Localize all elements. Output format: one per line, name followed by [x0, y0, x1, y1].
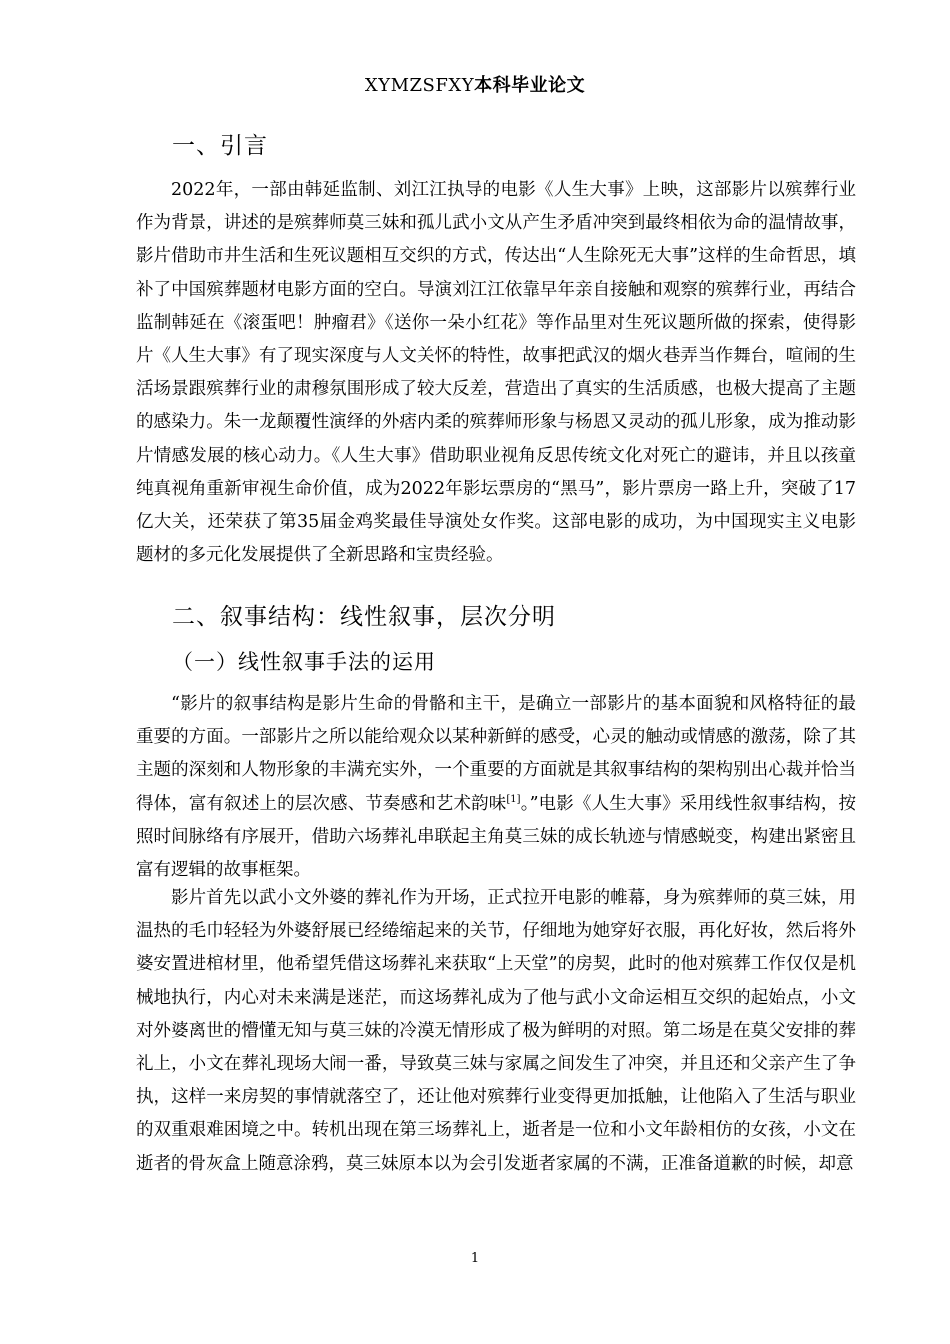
intro-paragraph: 2022年，一部由韩延监制、刘江江执导的电影《人生大事》上映，这部影片以殡葬行业作为背景，讲述的是殡葬师莫三妹和孤儿武小文从产生矛盾冲突到最终相依为命的温情故事，影片借助市井生活和生死议题相互交织的方式，传达出“人生除死无大事”这样的生命哲思，填补了中国殡葬题材电影方面的空白。导演刘江江依靠早年亲自接触和观察的殡葬行业，再结合监制韩延在《滚蛋吧！肿瘤君》《送你一朵小红花》等作品里对生死议题所做的探索，使得影片《人生大事》有了现实深度与人文关怀的特性，故事把武汉的烟火巷弄当作舞台，喧闹的生活场景跟殡葬行业的肃穆氛围形成了较大反差，营造出了真实的生活质感，也极大提高了主题的感染力。朱一龙颠覆性演绎的外痞内柔的殡葬师形象与杨恩又灵动的孤儿形象，成为推动影片情感发展的核心动力。《人生大事》借助职业视角反思传统文化对死亡的避讳，并且以孩童纯真视角重新审视生命价值，成为2022年影坛票房的“黑马”，影片票房一路上升，突破了17亿大关，还荣获了第35届金鸡奖最佳导演处女作奖。这部电影的成功，为中国现实主义电影题材的多元化发展提供了全新思路和宝贵经验。 [136, 180, 856, 566]
funeral-sequence-paragraph: 影片首先以武小文外婆的葬礼作为开场，正式拉开电影的帷幕，身为殡葬师的莫三妹，用温热的毛巾轻轻为外婆舒展已经绻缩起来的关节，仔细地为她穿好衣服，再化好妆，然后将外婆安置进棺材里，他希望凭借这场葬礼来获取“上天堂”的房契，此时的他对殡葬工作仅仅是机械地执行，内心对未来满是迷茫，而这场葬礼成为了他与武小文命运相互交织的起始点，小文对外婆离世的懵懂无知与莫三妹的冷漠无情形成了极为鲜明的对照。第二场是在莫父安排的葬礼上，小文在葬礼现场大闹一番，导致莫三妹与家属之间发生了冲突，并且还和父亲产生了争执，这样一来房契的事情就落空了，还让他对殡葬行业变得更加抵触，让他陷入了生活与职业的双重艰难困境之中。转机出现在第三场葬礼上，逝者是一位和小文年龄相仿的女孩，小文在逝者的骨灰盒上随意涂鸦，莫三妹原本以为会引发逝者家属的不满，正准备道歉的时候，却意 [136, 888, 856, 1174]
page-number: 1 [470, 1251, 480, 1266]
header-code: XYMZSFXY [364, 75, 475, 96]
quote-continuation: 。”电影《人生大事》采用线性叙事结构，按照时间脉络有序展开，借助六场葬礼串联起主角莫三妹的成长轨迹与情感蜕变，构建出紧密且富有逻辑的故事框架。 [136, 793, 857, 881]
footnote-reference[interactable]: [1] [506, 793, 521, 805]
quote-paragraph [136, 688, 856, 887]
linear-narrative-subheading: （一）线性叙事手法的运用 [172, 650, 436, 674]
header-title: 本科毕业论文 [474, 75, 586, 96]
narrative-structure-heading: 二、叙事结构：线性叙事，层次分明 [172, 604, 556, 630]
page-header [0, 74, 950, 98]
intro-heading: 一、引言 [172, 133, 268, 159]
quote-text: “影片的叙事结构是影片生命的骨骼和主干，是确立一部影片的基本面貌和风格特征的最重要的方面。一部影片之所以能给观众以某种新鲜的感受，心灵的触动或情感的激荡，除了其主题的深刻和人物形象的丰满充实外，一个重要的方面就是其叙事结构的架构别出心裁并恰当得体，富有叙述上的层次感、节奏感和艺术韵味 [136, 694, 856, 814]
